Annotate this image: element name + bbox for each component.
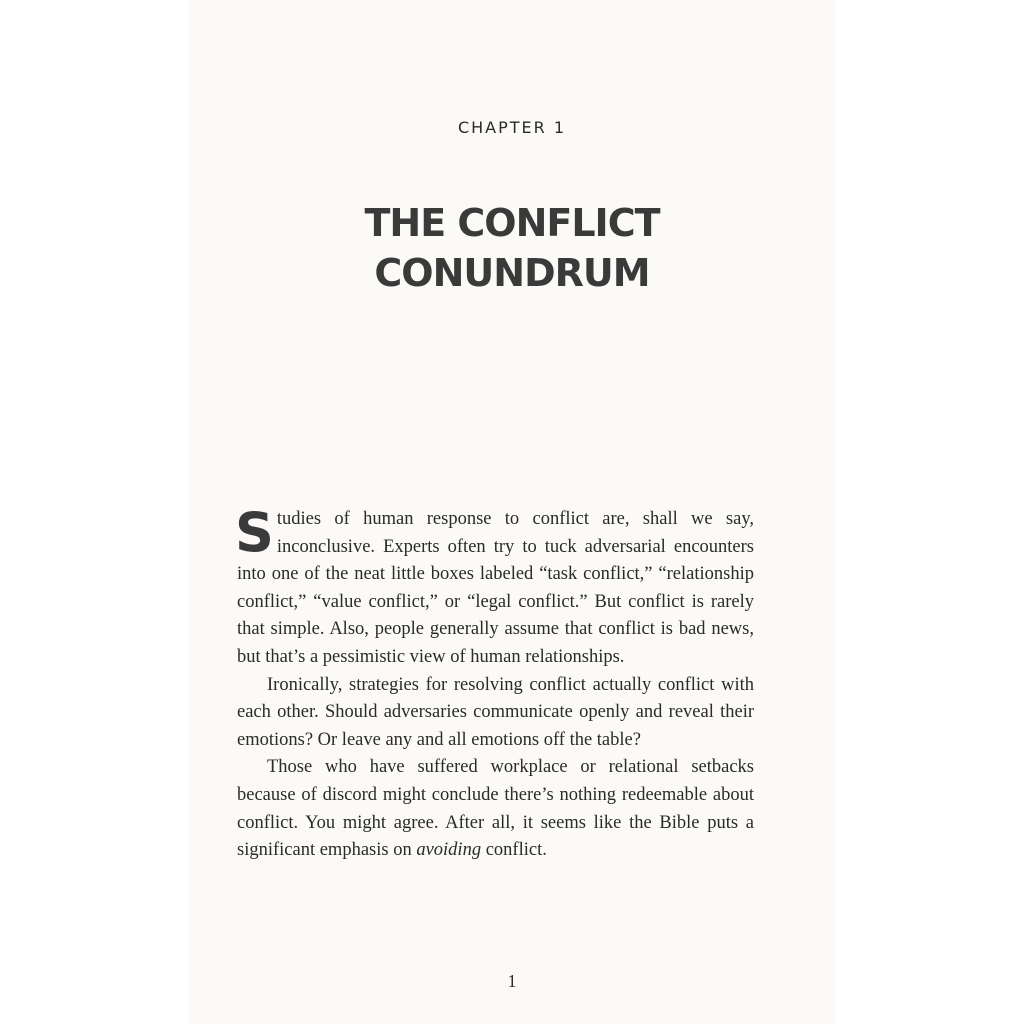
page-number: 1: [507, 971, 517, 991]
book-page: [188, 0, 836, 1024]
paragraph-3-text-after: conflict.: [481, 840, 547, 861]
paragraph-3-text-before: Those who have suffered workplace or relational setbacks because of discord might conclude there’s nothing redeemable about conflict. You might agree. After all, it seems like the Bible puts a significant emphasis on: [237, 757, 754, 861]
paragraph-3-emphasis: avoiding: [416, 840, 482, 861]
chapter-title-line-1: THE CONFLICT: [364, 201, 660, 245]
chapter-body: [235, 501, 754, 865]
chapter-title: [188, 198, 836, 298]
chapter-label: CHAPTER 1: [457, 118, 567, 137]
chapter-title-line-2: CONUNDRUM: [374, 251, 650, 295]
paragraph-1-text: tudies of human response to conflict are, shall we say, inconclusive. Experts often try to tuck adversarial encounters into one of the neat little boxes labeled “task conflict,” “relationship conflict,” “value conflict,” or “legal conflict.” But conflict is rarely that simple. Also, people generally assume that conflict is bad news, but that’s a pessimistic view of human relationships.: [237, 509, 754, 667]
paragraph-2: Ironically, strategies for resolving conflict actually conflict with each other. Should adversaries communicate openly and reveal their emotions? Or leave any and all emotions off the table?: [237, 674, 754, 750]
paragraph-1: [235, 501, 754, 672]
paragraph-3: [237, 754, 754, 864]
drop-cap: S: [235, 501, 274, 564]
